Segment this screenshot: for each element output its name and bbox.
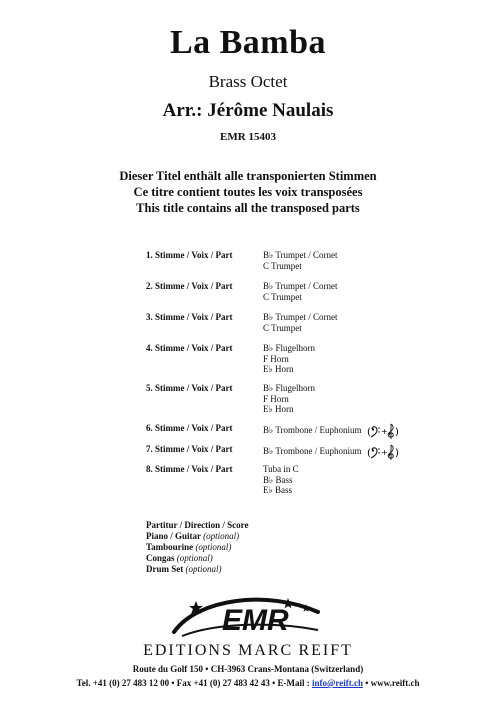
- extra-score: [146, 520, 248, 530]
- emr-logo-icon: [168, 592, 328, 644]
- instrument-name: B♭ Bass: [263, 474, 293, 485]
- part-label: 6. Stimme / Voix / Part: [146, 423, 233, 433]
- part-label: 4. Stimme / Voix / Part: [146, 343, 233, 353]
- page-title: La Bamba: [169, 24, 327, 61]
- svg-text:+: +: [380, 448, 388, 457]
- catalog-number: EMR 15403: [220, 131, 276, 143]
- extra-piano-guitar: [146, 531, 239, 541]
- extra-congas: [146, 553, 213, 563]
- extra-drum-set: [146, 564, 222, 574]
- instrument-name: B♭ Flugelhorn: [263, 383, 315, 393]
- publisher-word: REIFT: [298, 642, 353, 659]
- instrument-name: B♭ Trumpet / Cornet: [263, 281, 338, 291]
- instrument-name: B♭ Trombone / Euphonium: [263, 446, 362, 457]
- instrument-name: F Horn: [263, 353, 289, 364]
- extra-label: Piano / Guitar: [146, 531, 201, 541]
- instrument-name: B♭ Trumpet / Cornet: [263, 312, 338, 322]
- optional-note: (optional): [176, 553, 213, 563]
- publisher-address: Route du Golf 150 • CH-3963 Crans-Montana (Switzerland): [132, 664, 364, 674]
- notice-english: This title contains all the transposed parts: [136, 201, 360, 215]
- instrument-name: B♭ Trombone / Euphonium: [263, 425, 362, 436]
- arranger-credit: Arr.: Jérôme Naulais: [162, 100, 334, 121]
- optional-note: (optional): [203, 531, 240, 541]
- instrument-name: B♭ Flugelhorn: [263, 343, 315, 353]
- svg-text:): ): [394, 427, 399, 438]
- publisher-name: [0, 642, 496, 660]
- part-label: 2. Stimme / Voix / Part: [146, 281, 233, 291]
- part-label: 1. Stimme / Voix / Part: [146, 250, 233, 260]
- extra-tambourine: [146, 542, 231, 552]
- extra-label: Partitur / Direction / Score: [146, 520, 249, 530]
- extra-label: Drum Set: [146, 564, 184, 574]
- svg-text:+: +: [380, 427, 388, 436]
- instrument-name: C Trumpet: [263, 322, 302, 333]
- svg-text:(: (: [366, 448, 371, 459]
- instrument-name: E♭ Horn: [263, 404, 294, 414]
- logo-text: EMR: [222, 604, 289, 637]
- instrument-name: C Trumpet: [263, 291, 302, 302]
- publisher-word: EDITIONS: [143, 642, 233, 659]
- contact-website: • www.reift.ch: [362, 678, 420, 688]
- extra-label: Congas: [146, 553, 175, 563]
- extra-label: Tambourine: [146, 542, 194, 552]
- svg-text:): ): [394, 448, 399, 459]
- notice-german: Dieser Titel enthält alle transponierten Stimmen: [119, 169, 377, 183]
- part-label: 7. Stimme / Voix / Part: [146, 444, 233, 454]
- instrument-name: B♭ Trumpet / Cornet: [263, 250, 338, 260]
- part-label: 5. Stimme / Voix / Part: [146, 383, 233, 393]
- publisher-word: MARC: [238, 642, 294, 659]
- optional-note: (optional): [185, 564, 222, 574]
- instrument-name: Tuba in C: [263, 464, 299, 474]
- publisher-contact: [0, 678, 496, 688]
- part-label: 3. Stimme / Voix / Part: [146, 312, 233, 322]
- instrument-name: F Horn: [263, 393, 289, 404]
- ensemble-subtitle: Brass Octet: [208, 72, 288, 91]
- svg-text:(: (: [366, 427, 371, 438]
- optional-note: (optional): [195, 542, 232, 552]
- contact-phone-fax: Tel. +41 (0) 27 483 12 00 • Fax +41 (0) 27 483 42 43 • E-Mail :: [76, 678, 313, 688]
- notice-french: Ce titre contient toutes les voix transposées: [133, 185, 363, 199]
- bass-treble-clef-icon: [367, 444, 401, 460]
- email-link[interactable]: info@reift.ch: [312, 678, 363, 688]
- instrument-name: C Trumpet: [263, 260, 302, 271]
- part-label: 8. Stimme / Voix / Part: [146, 464, 233, 474]
- instrument-name: E♭ Bass: [263, 485, 292, 495]
- bass-treble-clef-icon: [367, 423, 401, 439]
- instrument-name: E♭ Horn: [263, 364, 294, 374]
